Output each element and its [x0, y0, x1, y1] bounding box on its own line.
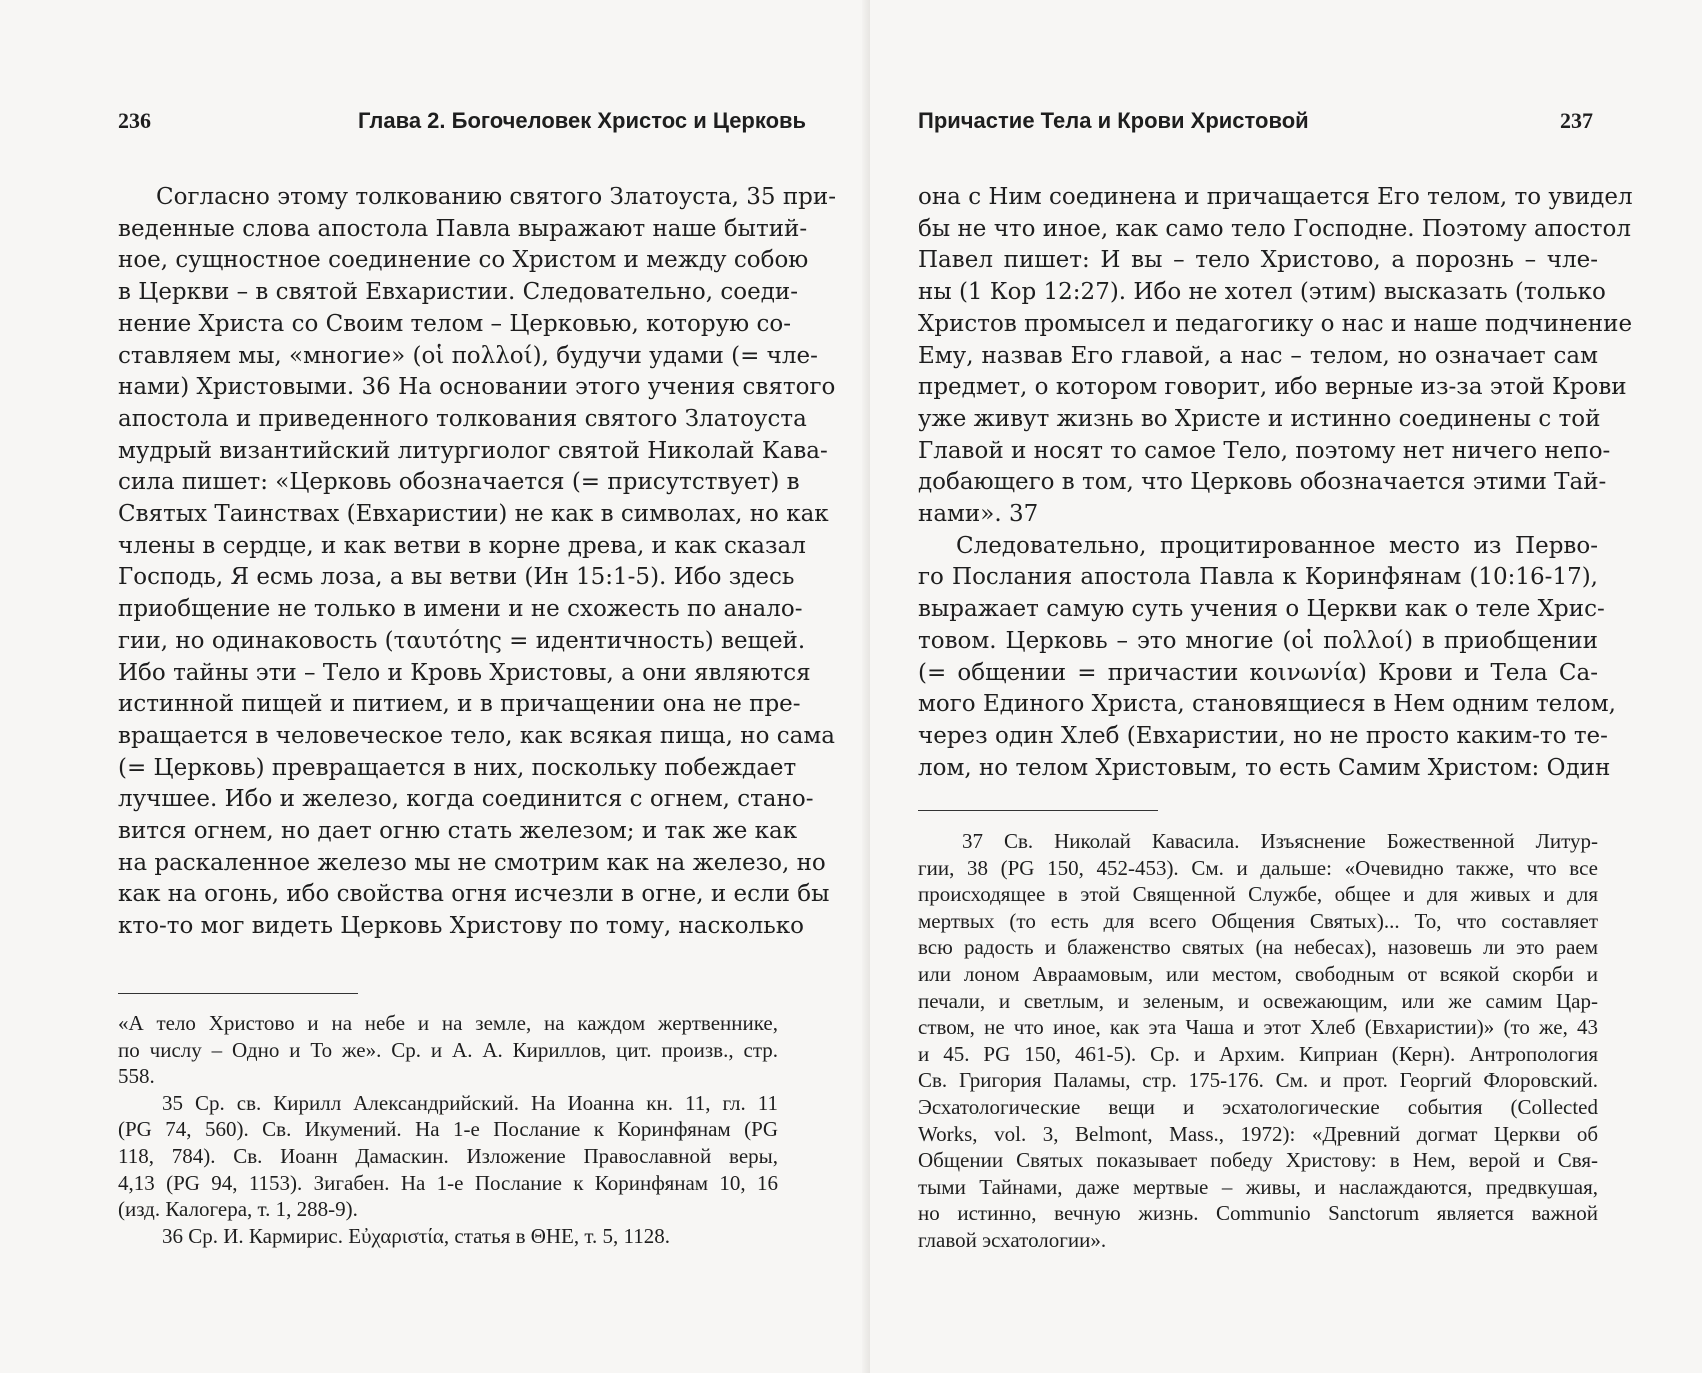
body-line: кто-то мог видеть Церковь Христову по тому, насколько	[118, 913, 804, 940]
footnote-line: или лоном Авраамовым, или местом, свободным от всякой скорби и	[918, 961, 1598, 986]
body-line: вращается в человеческое тело, как всякая пища, но сама	[118, 722, 835, 749]
footnote-line: 35 Ср. св. Кирилл Александрийский. На Иоанна кн. 11, гл. 11	[162, 1090, 778, 1115]
footnote-line: 37 Св. Николай Кавасила. Изъяснение Божественной Литур-	[962, 829, 1598, 853]
running-head-right: Причастие Тела и Крови Христовой	[918, 108, 1309, 133]
body-line: товом. Церковь – это многие (οἱ πολλοί) в приобщении	[918, 627, 1598, 654]
body-line: добающего в том, что Церковь обозначается этими Тай-	[918, 469, 1607, 496]
footnote-line: «А тело Христово и на небе и на земле, на каждом жертвеннике,	[118, 1011, 778, 1035]
body-line: гии, но одинаковость (ταυτότης = идентичность) вещей.	[118, 627, 806, 654]
body-line: веденные слова апостола Павла выражают наше бытий-	[118, 215, 808, 242]
body-line: истинной пищей и питием, и в причащении она не пре-	[118, 691, 801, 718]
page-number-left: 236	[118, 108, 151, 133]
body-line: Господь, Я есмь лоза, а вы ветви (Ин 15:1-5). Ибо здесь	[118, 564, 795, 591]
footnote-line: 558.	[118, 1064, 155, 1089]
footnote-line: Общении Святых показывает победу Христову: в Нем, верой и Свя-	[918, 1148, 1598, 1173]
body-line: вится огнем, но дает огню стать железом; и так же как	[118, 818, 798, 845]
body-line: Христов промысел и педагогику о нас и наше подчинение	[918, 310, 1633, 337]
body-line: в Церкви – в святой Евхаристии. Следовательно, соеди-	[118, 279, 798, 306]
footnote-line: печали, и светлым, и зеленым, и освежающим, или же самим Цар-	[918, 988, 1598, 1013]
footnote-line: происходящее в этой Священной Службе, общее и для живых и для	[918, 882, 1598, 907]
footnote-line: но истинно, вечную жизнь. Communio Sanctorum является важной	[918, 1201, 1598, 1226]
footnote-line: всю радость и блаженство святых (на небесах), назовешь ли это раем	[918, 935, 1598, 960]
left-footnotes	[118, 1010, 778, 1249]
body-line: Павел пишет: И вы – тело Христово, а порознь – чле-	[918, 247, 1598, 274]
body-line: апостола и приведенного толкования святого Златоуста	[118, 405, 807, 432]
footnote-line: тыми Тайнами, даже мертвые – живы, и наслаждаются, предвкушая,	[918, 1174, 1598, 1199]
footnote-line: Св. Григория Паламы, стр. 175-176. См. и прот. Георгий Флоровский.	[918, 1068, 1598, 1093]
footnote-line: главой эсхатологии».	[918, 1227, 1107, 1252]
footnote-line: Эсхатологические вещи и эсхатологические события (Collected	[918, 1094, 1598, 1119]
footnote-line: 36 Ср. И. Кармирис. Εὐχαριστία, статья в ΘΗΕ, т. 5, 1128.	[162, 1223, 670, 1248]
footnote-rule-right	[918, 810, 1158, 811]
page-number-right: 237	[1560, 108, 1593, 133]
right-footnotes	[918, 828, 1598, 1254]
body-line: нами». 37	[918, 501, 1039, 528]
body-line: (= общении = причастии κοινωνία) Крови и Тела Са-	[918, 659, 1598, 686]
body-line: ставляем мы, «многие» (οἱ πολλοί), будучи удами (= чле-	[118, 342, 818, 369]
footnote-line: ством, не что иное, как эта Чаша и этот Хлеб (Евхаристии)» (то же, 43	[918, 1015, 1598, 1040]
body-line: через один Хлеб (Евхаристии, но не просто каким-то те-	[918, 722, 1608, 749]
body-line: на раскаленное железо мы не смотрим как на железо, но	[118, 849, 826, 876]
body-line: Ибо тайны эти – Тело и Кровь Христовы, а они являются	[118, 659, 811, 686]
body-line: предмет, о котором говорит, ибо верные из-за этой Крови	[918, 374, 1627, 401]
body-line: мого Единого Христа, становящиеся в Нем одним телом,	[918, 691, 1616, 718]
body-line: Согласно этому толкованию святого Златоуста, 35 при-	[156, 184, 836, 210]
footnote-line: (PG 74, 560). Св. Икумений. На 1-е Послание к Коринфянам (PG	[118, 1117, 778, 1142]
body-line: она с Ним соединена и причащается Его телом, то увидел	[918, 184, 1633, 210]
footnote-line: мертвых (то есть для всего Общения Святых)... То, что составляет	[918, 908, 1598, 933]
right-body-text	[918, 182, 1633, 784]
footnote-line: по числу – Одно и То же». Ср. и А. А. Кириллов, цит. произв., стр.	[118, 1037, 778, 1062]
body-line: лучшее. Ибо и железо, когда соединится с огнем, стано-	[118, 786, 814, 813]
body-line: Святых Таинствах (Евхаристии) не как в символах, но как	[118, 501, 829, 528]
body-line: нами) Христовыми. 36 На основании этого учения святого	[118, 374, 836, 401]
body-line: го Послания апостола Павла к Коринфянам (10:16-17),	[918, 564, 1598, 591]
running-head-left: Глава 2. Богочеловек Христос и Церковь	[358, 108, 807, 133]
body-line: Следовательно, процитированное место из Перво-	[956, 532, 1598, 559]
body-line: сила пишет: «Церковь обозначается (= присутствует) в	[118, 469, 800, 496]
left-body-text	[118, 182, 836, 943]
footnote-rule-left	[118, 993, 358, 994]
body-line: выражает самую суть учения о Церкви как о теле Хрис-	[918, 596, 1605, 623]
footnote-line: 4,13 (PG 94, 1153). Зигабен. На 1-е Послание к Коринфянам 10, 16	[118, 1170, 778, 1195]
body-line: бы не что иное, как само тело Господне. Поэтому апостол	[918, 215, 1631, 242]
footnote-line: (изд. Калогера, т. 1, 288-9).	[118, 1197, 358, 1222]
body-line: (= Церковь) превращается в них, поскольку побеждает	[118, 754, 797, 781]
body-line: мудрый византийский литургиолог святой Николай Кава-	[118, 437, 828, 464]
right-page	[870, 0, 1702, 1373]
body-line: уже живут жизнь во Христе и истинно соединены с той	[918, 405, 1601, 432]
body-line: Главой и носят то самое Тело, поэтому нет ничего непо-	[918, 437, 1611, 464]
body-line: нение Христа со Своим телом – Церковью, которую со-	[118, 310, 791, 337]
body-line: как на огонь, ибо свойства огня исчезли в огне, и если бы	[118, 881, 830, 908]
footnote-line: гии, 38 (PG 150, 452-453). См. и дальше: «Очевидно также, что все	[918, 855, 1598, 880]
body-line: ное, сущностное соединение со Христом и между собою	[118, 247, 809, 274]
body-line: ны (1 Кор 12:27). Ибо не хотел (этим) высказать (только	[918, 279, 1606, 306]
footnote-line: и 45. PG 150, 461-5). Ср. и Архим. Киприан (Керн). Антропология	[918, 1041, 1598, 1066]
body-line: члены в сердце, и как ветви в корне древа, и как сказал	[118, 532, 806, 559]
footnote-line: 118, 784). Св. Иоанн Дамаскин. Изложение Православной веры,	[118, 1143, 778, 1168]
footnote-line: Works, vol. 3, Belmont, Mass., 1972): «Древний догмат Церкви об	[918, 1121, 1598, 1146]
body-line: лом, но телом Христовым, то есть Самим Христом: Один	[918, 754, 1611, 781]
body-line: Ему, назвав Его главой, а нас – телом, но означает сам	[918, 342, 1598, 369]
body-line: приобщение не только в имени и не схожесть по анало-	[118, 596, 803, 623]
